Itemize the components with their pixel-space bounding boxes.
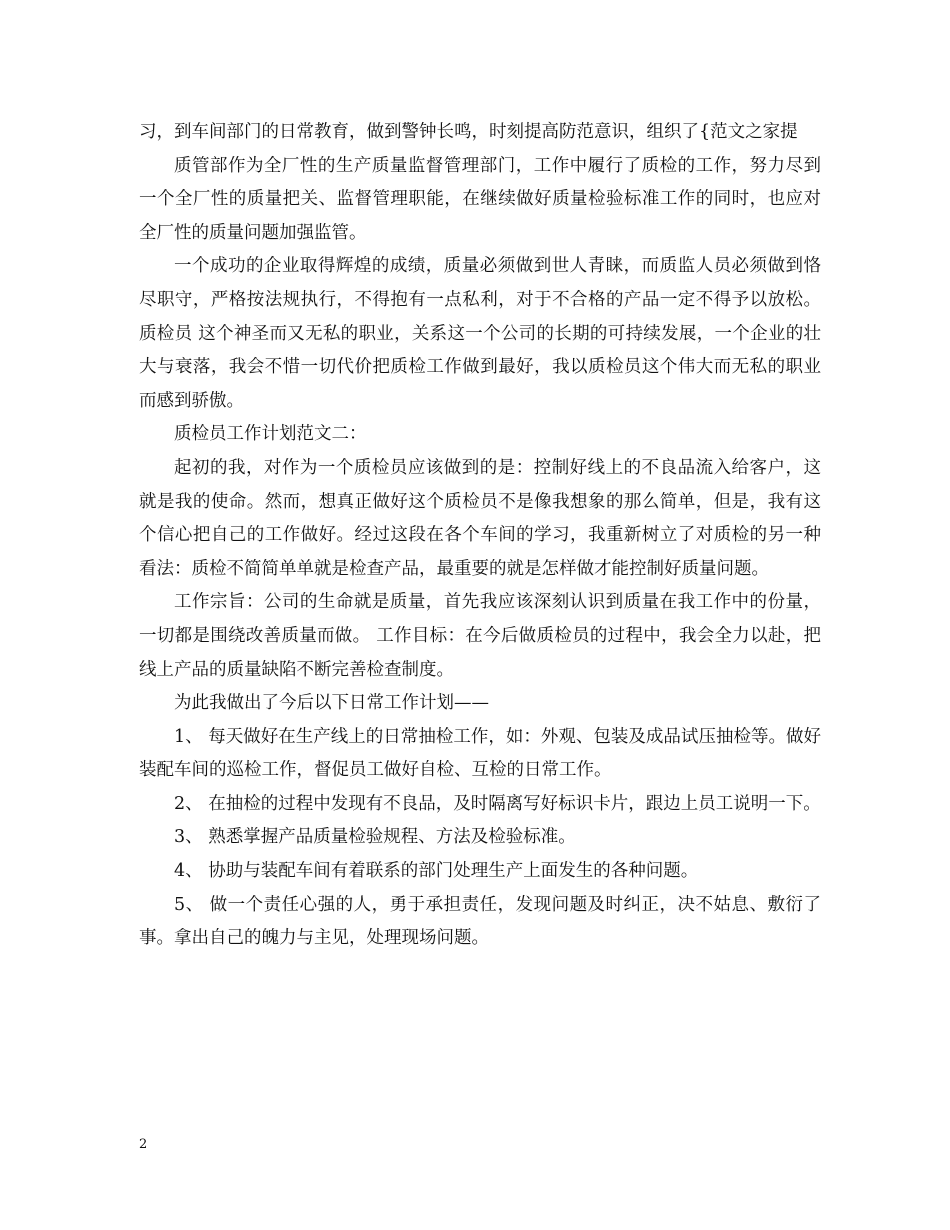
paragraph-5: 起初的我，对作为一个质检员应该做到的是：控制好线上的不良品流入给客户，这就是我的使命。然而，想真正做好这个质检员不是像我想象的那么简单，但是，我有这个信心把自己的工作做好。经过这段在各个车间的学习，我重新树立了对质检的另一种看法：质检不简简单单就是检查产品，最重要的就是怎样做才能控制好质量问题。 <box>139 457 821 579</box>
list-item-1: 1、 每天做好在生产线上的日常抽检工作，如：外观、包装及成品试压抽检等。做好装配车间的巡检工作，督促员工做好自检、互检的日常工作。 <box>139 726 821 781</box>
page-number: 2 <box>139 1137 148 1152</box>
paragraph-3: 一个成功的企业取得辉煌的成绩，质量必须做到世人青睐，而质监人员必须做到恪尽职守，严格按法规执行，不得抱有一点私利，对于不合格的产品一定不得予以放松。质检员 这个神圣而又无私的职业，关系这一个公司的长期的可持续发展，一个企业的壮大与衰落，我会不惜一切代价把质检工作做到最好，我以质检员这个伟大而无私的职业而感到骄傲。 <box>139 256 821 411</box>
document-body <box>139 116 821 956</box>
list-item-4: 4、 协助与装配车间有着联系的部门处理生产上面发生的各种问题。 <box>174 861 699 882</box>
paragraph-7: 为此我做出了今后以下日常工作计划—— <box>174 693 489 714</box>
paragraph-6: 工作宗旨：公司的生命就是质量，首先我应该深刻认识到质量在我工作中的份量，一切都是围绕改善质量而做。 工作目标：在今后做质检员的过程中，我会全力以赴，把线上产品的质量缺陷不断完善检查制度。 <box>139 592 821 680</box>
paragraph-1: 习，到车间部门的日常教育，做到警钟长鸣，时刻提高防范意识，组织了{范文之家提 <box>139 122 798 142</box>
list-item-5: 5、 做一个责任心强的人，勇于承担责任，发现问题及时纠正，决不姑息、敷衍了事。拿出自己的魄力与主见，处理现场问题。 <box>139 894 821 949</box>
section-heading: 质检员工作计划范文二： <box>174 424 367 445</box>
list-item-3: 3、 熟悉掌握产品质量检验规程、方法及检验标准。 <box>174 827 576 848</box>
paragraph-2: 质管部作为全厂性的生产质量监督管理部门，工作中履行了质检的工作，努力尽到一个全厂性的质量把关、监督管理职能，在继续做好质量检验标准工作的同时，也应对全厂性的质量问题加强监管。 <box>139 155 821 243</box>
list-item-2: 2、 在抽检的过程中发现有不良品，及时隔离写好标识卡片，跟边上员工说明一下。 <box>174 793 821 814</box>
